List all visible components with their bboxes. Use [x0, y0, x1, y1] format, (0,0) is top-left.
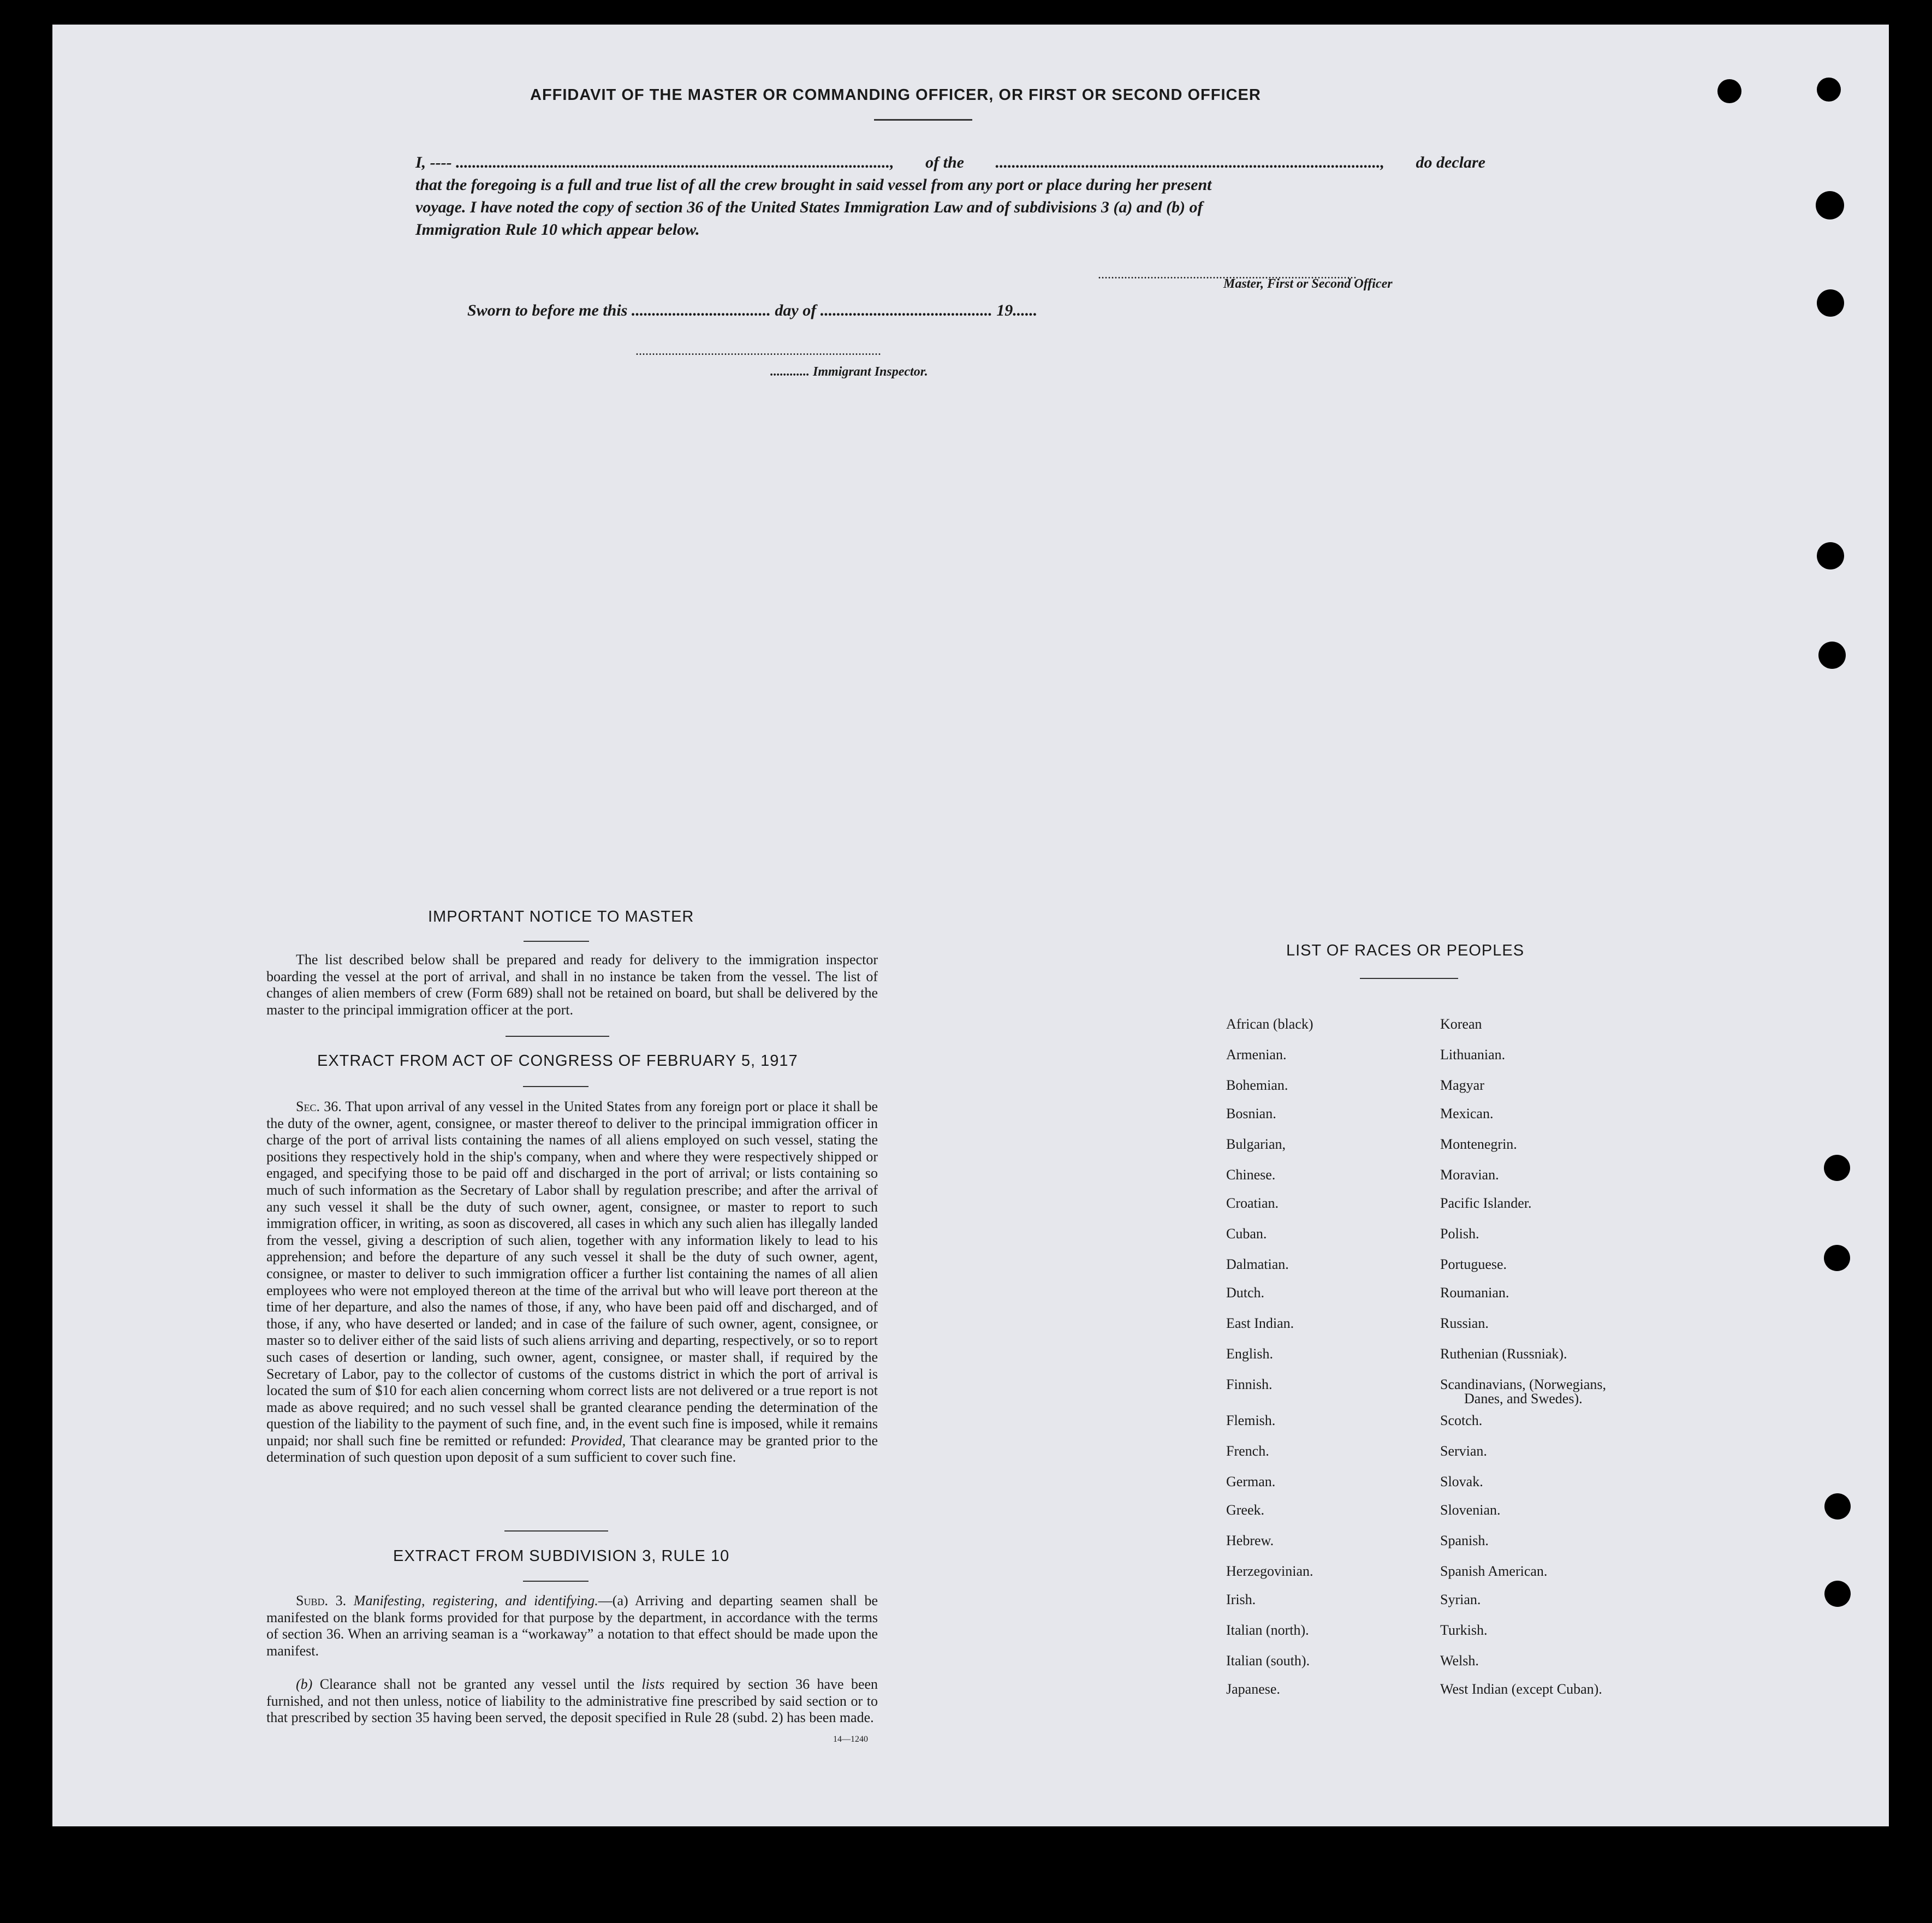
- race-item: Portuguese.: [1440, 1256, 1507, 1272]
- race-item: West Indian (except Cuban).: [1440, 1681, 1602, 1697]
- subd-a-text: Arriving and departing seamen shall be manifested on the blank forms provided for that purpose by the department, in accordance with the terms of section 36. When an arriving seaman is a “workaway” a notation to that effect should be made upon the manifest.: [266, 1593, 878, 1659]
- day-of-label: day of: [775, 301, 817, 319]
- punch-hole: [1824, 1581, 1851, 1607]
- race-row: [1226, 1195, 1717, 1226]
- punch-hole: [1824, 1245, 1850, 1271]
- subd-label: Subd. 3.: [296, 1593, 347, 1609]
- race-item: Syrian.: [1440, 1592, 1481, 1607]
- race-row: [1226, 1136, 1717, 1167]
- inspector-label: ............ Immigrant Inspector.: [770, 365, 928, 379]
- race-item-continuation: Danes, and Swedes).: [1464, 1391, 1583, 1406]
- section-36-body: That upon arrival of any vessel in the United States from any foreign port or place it shall be the duty of the owner, agent, consignee, or master thereof to deliver to the principal immigration officer in charge of the port of arrival lists containing the names of all aliens employed on such vessel, stating the positions they respectively hold in the ship's company, when and where they were respectively shipped or engaged, and specifying those to be paid off and discharged in the port of arrival; or lists containing so much of such information as the Secretary of Labor shall by regulation prescribe; and after the arrival of any such vessel it shall be the duty of such owner, agent, consignee, or master to report to such immigration officer, in writing, as soon as discovered, all cases in which any such alien has illegally landed from the vessel, giving a description of such alien, together with any information likely to lead to his apprehension; and before the departure of any such vessel it shall be the duty of such owner, agent, consignee, or master to deliver to such immigration officer a further list containing the names of all alien employees who were not employed thereon at the time of the arrival but who will leave port thereon at the time of her departure, and also the names of those, if any, who have been paid off and discharged, and of those, if any, who have deserted or landed; and in case of the failure of such owner, agent, consignee, or master so to deliver either of the said lists of such aliens arriving and departing, respectively, or so to report such cases of desertion or landing, such owner, agent, consignee, or master shall, if required by the Secretary of Labor, pay to the collector of customs of the customs district in which the port of arrival is located the sum of $10 for each alien concerning whom correct lists are not delivered or a true report is not made as above required; and no such vessel shall be granted clearance pending the determination of the question of the liability to the payment of such fine, and, in the event such fine is imposed, while it remains unpaid; nor shall such fine be remitted or refunded:: [266, 1099, 878, 1449]
- race-item: German.: [1226, 1474, 1276, 1489]
- race-item: Cuban.: [1226, 1226, 1267, 1242]
- subd-a-label: —(a): [598, 1593, 628, 1609]
- race-row: [1226, 1285, 1717, 1315]
- section-rule: [523, 1581, 588, 1582]
- race-item: Italian (north).: [1226, 1622, 1309, 1638]
- race-item: Moravian.: [1440, 1167, 1499, 1183]
- race-item: Dutch.: [1226, 1285, 1265, 1301]
- declarant-name-field[interactable]: I, ---- ..........................................................................................................,: [415, 153, 894, 171]
- race-item: Polish.: [1440, 1226, 1479, 1242]
- vessel-name-field[interactable]: ..............................................................................................,: [995, 153, 1384, 171]
- races-table: [1226, 1016, 1717, 1712]
- race-item: Slovenian.: [1440, 1502, 1501, 1518]
- race-row: [1226, 1167, 1717, 1195]
- section-rule: [504, 1530, 608, 1532]
- race-item: Turkish.: [1440, 1622, 1488, 1638]
- race-row: [1226, 1533, 1717, 1563]
- do-declare-label: do declare: [1416, 153, 1485, 171]
- race-item: Spanish American.: [1440, 1563, 1548, 1579]
- subd-3a-text: [266, 1593, 878, 1659]
- section-36-label: Sec. 36.: [296, 1099, 342, 1114]
- punch-hole: [1817, 542, 1844, 569]
- race-item: Dalmatian.: [1226, 1256, 1289, 1272]
- affidavit-line: that the foregoing is a full and true list of all the crew brought in said vessel from any port or place during her present: [415, 176, 1212, 194]
- punch-hole: [1818, 642, 1846, 669]
- affidavit-title: AFFIDAVIT OF THE MASTER OR COMMANDING OFFICER, OR FIRST OR SECOND OFFICER: [530, 86, 1261, 104]
- race-row: [1226, 1077, 1717, 1106]
- race-item: Korean: [1440, 1016, 1482, 1032]
- race-item: Herzegovinian.: [1226, 1563, 1313, 1579]
- extract-act-title: EXTRACT FROM ACT OF CONGRESS OF FEBRUARY 5, 1917: [317, 1052, 798, 1070]
- subd-3b-text: [266, 1676, 878, 1726]
- race-item: Scotch.: [1440, 1412, 1483, 1428]
- race-item: Greek.: [1226, 1502, 1265, 1518]
- race-item: French.: [1226, 1443, 1269, 1459]
- document-page: [52, 25, 1889, 1826]
- race-item: Bohemian.: [1226, 1077, 1288, 1093]
- race-row: [1226, 1474, 1717, 1502]
- race-row: [1226, 1681, 1717, 1712]
- sworn-line: [467, 301, 1037, 320]
- punch-hole: [1817, 289, 1844, 317]
- subd-b-label: (b): [296, 1676, 313, 1692]
- race-item: Mexican.: [1440, 1106, 1494, 1121]
- affidavit-line: voyage. I have noted the copy of section 36 of the United States Immigration Law and of subdivisions 3 (a) and (b) of: [415, 198, 1203, 216]
- race-item: Italian (south).: [1226, 1653, 1310, 1669]
- race-row: [1226, 1256, 1717, 1285]
- race-item: Bosnian.: [1226, 1106, 1276, 1121]
- sworn-month-field[interactable]: ..........................................: [820, 301, 992, 319]
- race-item: Hebrew.: [1226, 1533, 1274, 1548]
- form-number: 14—1240: [833, 1735, 868, 1744]
- title-underline: [874, 119, 972, 121]
- race-row: [1226, 1563, 1717, 1592]
- race-item: Lithuanian.: [1440, 1047, 1506, 1063]
- inspector-signature-field[interactable]: ...........................................................................: [635, 344, 881, 358]
- race-row: [1226, 1047, 1717, 1077]
- subd-b-text-1: Clearance shall not be granted any vessel until the: [319, 1676, 635, 1692]
- sworn-year-field[interactable]: 19......: [996, 301, 1038, 319]
- section-36-end: That clearance may be granted prior to the determination of such question upon deposit of a sum sufficient to cover such fine.: [266, 1432, 878, 1465]
- race-row: [1226, 1376, 1717, 1412]
- race-item: African (black): [1226, 1016, 1313, 1032]
- race-item: Croatian.: [1226, 1195, 1279, 1211]
- race-item: Ruthenian (Russniak).: [1440, 1346, 1567, 1362]
- race-item: Bulgarian,: [1226, 1136, 1286, 1152]
- race-row: [1226, 1653, 1717, 1681]
- race-row: [1226, 1016, 1717, 1047]
- race-row: [1226, 1592, 1717, 1622]
- race-item: Chinese.: [1226, 1167, 1276, 1183]
- race-item: Magyar: [1440, 1077, 1484, 1093]
- race-item: Slovak.: [1440, 1474, 1483, 1489]
- race-row: [1226, 1412, 1717, 1443]
- provided-word: Provided,: [570, 1432, 626, 1449]
- race-item: Pacific Islander.: [1440, 1195, 1532, 1211]
- race-item: Servian.: [1440, 1443, 1487, 1459]
- master-signature-label: Master, First or Second Officer: [1223, 277, 1393, 291]
- race-row: [1226, 1443, 1717, 1474]
- race-item: Montenegrin.: [1440, 1136, 1517, 1152]
- races-title: LIST OF RACES OR PEOPLES: [1286, 942, 1525, 959]
- punch-hole: [1717, 79, 1741, 103]
- race-row: [1226, 1106, 1717, 1136]
- sworn-label: Sworn to before me this: [467, 301, 628, 319]
- of-the-label: of the: [925, 153, 964, 171]
- section-36-text: [266, 1099, 878, 1466]
- race-row: [1226, 1502, 1717, 1533]
- affidavit-line: Immigration Rule 10 which appear below.: [415, 221, 700, 239]
- punch-hole: [1824, 1155, 1850, 1181]
- race-row: [1226, 1346, 1717, 1376]
- race-row: [1226, 1622, 1717, 1653]
- race-item: Spanish.: [1440, 1533, 1489, 1548]
- section-rule: [524, 941, 589, 942]
- subd-b-text-2: required by section 36 have been furnished, and not then unless, notice of liability to the administrative fine prescribed by said section or to that prescribed by section 35 having been served, the deposit specified in Rule 28 (subd. 2) has been made.: [266, 1676, 878, 1726]
- race-item: Irish.: [1226, 1592, 1256, 1607]
- race-item: Welsh.: [1440, 1653, 1479, 1669]
- race-item: East Indian.: [1226, 1315, 1294, 1331]
- race-item: Flemish.: [1226, 1412, 1276, 1428]
- race-item: Scandinavians, (Norwegians,: [1440, 1376, 1606, 1392]
- race-row: [1226, 1226, 1717, 1256]
- race-item: Finnish.: [1226, 1376, 1273, 1392]
- master-signature-field[interactable]: ...............................................................................: [1098, 268, 1357, 282]
- section-rule: [506, 1036, 609, 1037]
- affidavit-body: [415, 151, 1485, 241]
- race-item: Armenian.: [1226, 1047, 1287, 1063]
- section-rule: [1360, 978, 1458, 979]
- punch-hole: [1817, 78, 1841, 102]
- punch-hole: [1816, 191, 1844, 219]
- race-item: Roumanian.: [1440, 1285, 1509, 1301]
- notice-text: The list described below shall be prepared and ready for delivery to the immigration inspector boarding the vessel at the port of arrival, and shall in no instance be taken from the vessel. The list of changes of alien members of crew (Form 689) shall not be retained on board, but shall be delivered by the master to the principal immigration officer at the port.: [266, 952, 878, 1018]
- punch-hole: [1824, 1493, 1851, 1520]
- lists-word: lists: [641, 1676, 665, 1692]
- race-item: Japanese.: [1226, 1681, 1280, 1697]
- section-rule: [523, 1086, 588, 1087]
- race-row: [1226, 1315, 1717, 1346]
- sworn-day-field[interactable]: ..................................: [631, 301, 771, 319]
- race-item: English.: [1226, 1346, 1273, 1362]
- extract-rule-title: EXTRACT FROM SUBDIVISION 3, RULE 10: [393, 1547, 730, 1565]
- subd-heading: Manifesting, registering, and identifying.: [353, 1593, 598, 1609]
- notice-title: IMPORTANT NOTICE TO MASTER: [428, 908, 694, 925]
- race-item: Russian.: [1440, 1315, 1489, 1331]
